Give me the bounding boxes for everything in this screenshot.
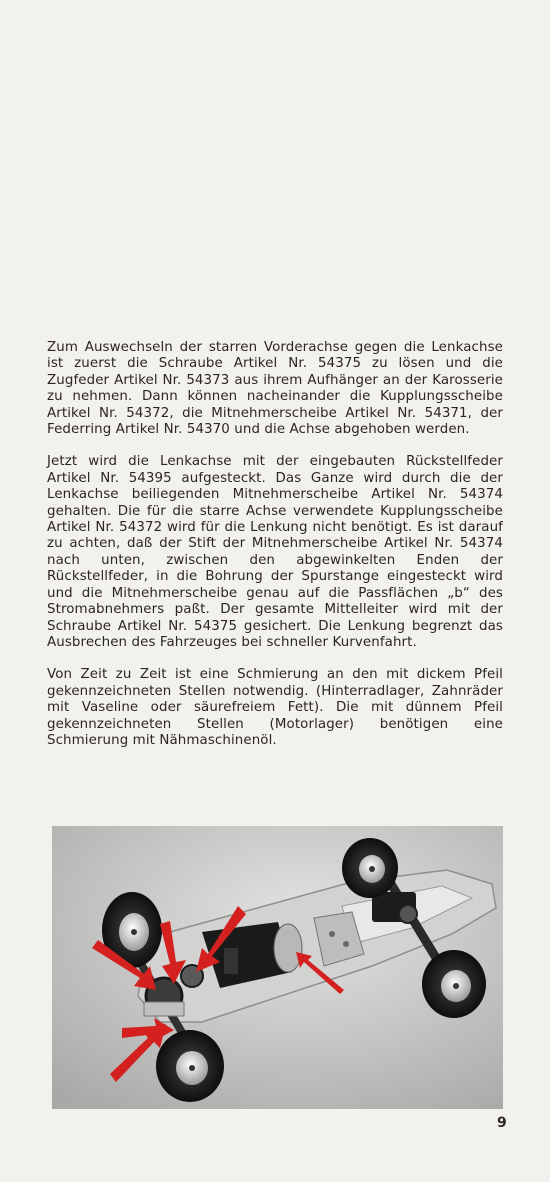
wheel-rear-right bbox=[156, 1030, 224, 1102]
steering-screw bbox=[399, 905, 417, 923]
chassis-illustration bbox=[52, 826, 503, 1109]
body-text bbox=[47, 340, 503, 765]
paragraph-axle-exchange: Zum Auswechseln der starren Vorderachse gegen die Lenkachse ist zuerst die Schraube Artikel Nr. 54375 zu lösen und die Zugfeder Artikel Nr. 54373 aus ihrem Aufhänger an der Karosserie zu nehmen. Dann können nacheinander die Kupplungsscheibe Artikel Nr. 54372, die Mitnehmerscheibe Artikel Nr. 54371, der Federring Artikel Nr. 54370 und die Achse abgehoben werden. bbox=[47, 340, 503, 438]
motor-slot bbox=[224, 948, 238, 974]
motor-end-cap bbox=[274, 924, 302, 972]
collector-hole bbox=[329, 931, 335, 937]
wheel-front-right bbox=[422, 950, 486, 1018]
wheel-front-left bbox=[342, 838, 398, 898]
page-number: 9 bbox=[497, 1115, 507, 1131]
chassis-photo bbox=[52, 826, 503, 1109]
paragraph-steering-axle: Jetzt wird die Lenkachse mit der eingebauten Rückstellfeder Artikel Nr. 54395 aufgesteckt. Das Ganze wird durch die der Lenkachse beiliegenden Mitnehmerscheibe Artikel Nr. 54374 gehalten. Die für die starre Achse verwendete Kupplungsscheibe Artikel Nr. 54372 wird für die Lenkung nicht benötigt. Es ist darauf zu achten, daß der Stift der Mitnehmerscheibe Artikel Nr. 54374 nach unten, zwischen den abgewinkelten Enden der Rückstellfeder, in die Bohrung der Spurstange eingesteckt wird und die Mitnehmerscheibe genau auf die Passflächen „b“ des Stromabnehmers paßt. Der gesamte Mittelleiter wird mit der Schraube Artikel Nr. 54375 gesichert. Die Lenkung begrenzt das Ausbrechen des Fahrzeuges bei schneller Kurvenfahrt. bbox=[47, 454, 503, 650]
collector-hole bbox=[343, 941, 349, 947]
paragraph-lubrication: Von Zeit zu Zeit ist eine Schmierung an den mit dickem Pfeil gekennzeichneten Stellen notwendig. (Hinterradlager, Zahnräder mit Vaseline oder säurefreiem Fett). Die mit dünnem Pfeil gekennzeichneten Stellen (Motorlager) benötigen eine Schmierung mit Nähmaschinenöl. bbox=[47, 667, 503, 748]
axle-bearing bbox=[144, 1002, 184, 1016]
